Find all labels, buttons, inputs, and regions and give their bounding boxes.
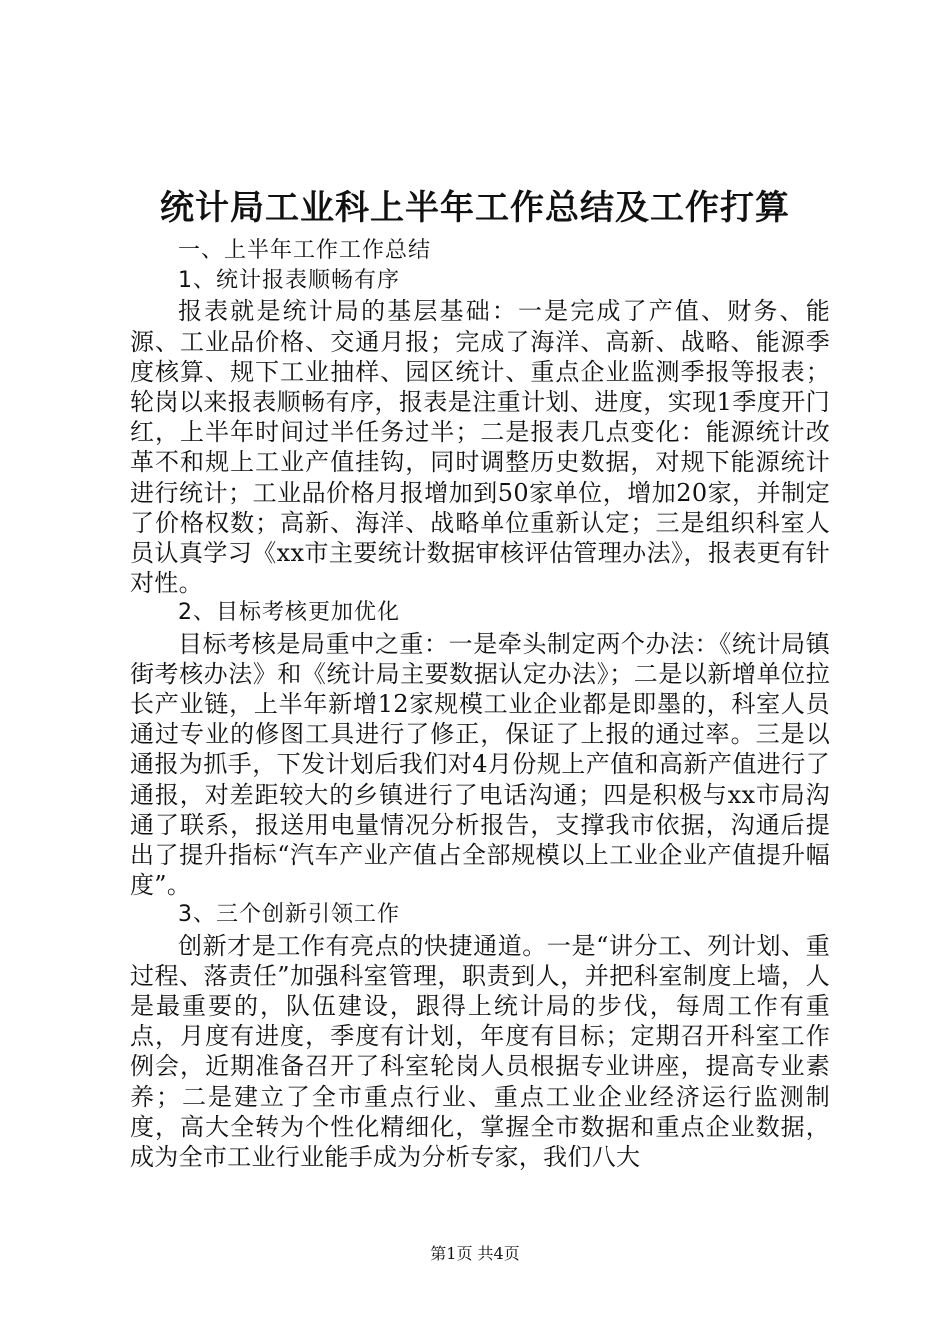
document-title: 统计局工业科上半年工作总结及工作打算 [160,188,790,228]
page-footer: 第1页 共4页 [430,1244,520,1263]
item3-heading: 3、三个创新引领工作 [178,902,400,928]
item1-paragraph: 报表就是统计局的基层基础：一是完成了产值、财务、能源、工业品价格、交通月报；完成了海洋、高新、战略、能源季度核算、规下工业抽样、园区统计、重点企业监测季报等报表；轮岗以来报表顺畅有序，报表是注重计划、进度，实现1季度开门红，上半年时间过半任务过半；二是报表几点变化：能源统计改革不和规上工业产值挂钩，同时调整历史数据，对规下能源统计进行统计；工业品价格月报增加到50家单位，增加20家，并制定了价格权数；高新、海洋、战略单位重新认定；三是组织科室人员认真学习《xx市主要统计数据审核评估管理办法》，报表更有针对性。 [130,297,830,598]
item2-paragraph: 目标考核是局重中之重：一是牵头制定两个办法：《统计局镇街考核办法》和《统计局主要数据认定办法》；二是以新增单位拉长产业链，上半年新增12家规模工业企业都是即墨的，科室人员通过专业的修图工具进行了修正，保证了上报的通过率。三是以通报为抓手，下发计划后我们对4月份规上产值和高新产值进行了通报，对差距较大的乡镇进行了电话沟通；四是积极与xx市局沟通了联系，报送用电量情况分析报告，支撑我市依据，沟通后提出了提升指标“汽车产业产值占全部规模以上工业企业产值提升幅度”。 [130,629,830,900]
item1-heading: 1、统计报表顺畅有序 [178,268,400,294]
item2-heading: 2、目标考核更加优化 [178,600,400,626]
document-body [130,236,830,1172]
section-heading: 一、上半年工作工作总结 [178,238,432,263]
item3-paragraph: 创新才是工作有亮点的快捷通道。一是“讲分工、列计划、重过程、落责任”加强科室管理，职责到人，并把科室制度上墙，人是最重要的，队伍建设，跟得上统计局的步伐，每周工作有重点，月度有进度，季度有计划，年度有目标；定期召开科室工作例会，近期准备召开了科室轮岗人员根据专业讲座，提高专业素养；二是建立了全市重点行业、重点工业企业经济运行监测制度，高大全转为个性化精细化，掌握全市数据和重点企业数据，成为全市工业行业能手成为分析专家，我们八大 [130,931,830,1172]
